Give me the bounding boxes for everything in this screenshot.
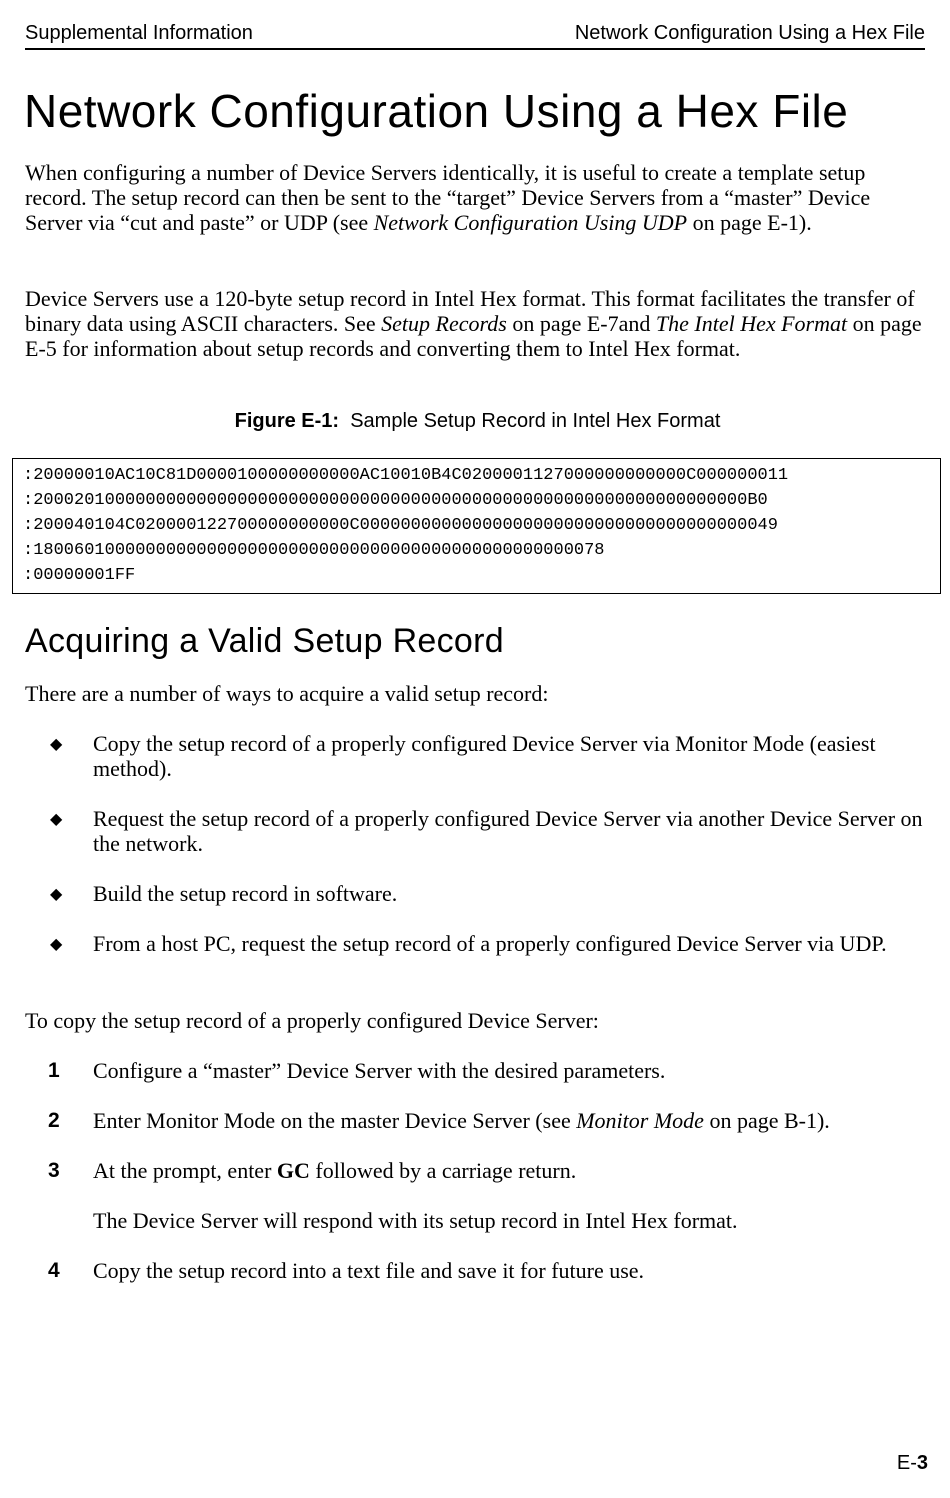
list-item-text: Request the setup record of a properly configured Device Server via another Device Server on the network.: [93, 806, 923, 856]
step-text-end: followed by a carriage return.: [309, 1158, 577, 1183]
para2-text: Device Servers use a 120-byte setup record in Intel Hex format. This format facilitates the transfer of binary data using ASCII characters. See: [25, 286, 915, 336]
step-text: Enter Monitor Mode on the master Device Server (see: [93, 1108, 577, 1133]
cross-reference-link[interactable]: The Intel Hex Format: [655, 311, 848, 336]
step-number: 3: [48, 1159, 60, 1182]
procedure-intro: To copy the setup record of a properly configured Device Server:: [25, 1008, 599, 1033]
list-item-text: From a host PC, request the setup record of a properly configured Device Server via UDP.: [93, 931, 887, 956]
list-item: [0, 931, 950, 956]
page-number-prefix: E-: [896, 1452, 917, 1474]
hex-record-box: [12, 458, 941, 594]
header-section-name: Supplemental Information: [25, 22, 253, 44]
diamond-bullet-icon: ◆: [50, 884, 63, 903]
list-item: [0, 881, 950, 906]
list-item-text: Copy the setup record of a properly configured Device Server via Monitor Mode (easiest method).: [93, 731, 876, 781]
intro-paragraph: [25, 160, 930, 235]
hex-line: :200040104C020000122700000000000C00000000000000000000000000000000000000049: [23, 516, 778, 535]
procedure-steps: [0, 1058, 950, 1308]
para1-text-end: on page E-1).: [687, 210, 812, 235]
step-item: [0, 1258, 950, 1283]
section-intro: There are a number of ways to acquire a valid setup record:: [25, 681, 549, 706]
step-item: [0, 1058, 950, 1083]
section-heading: Acquiring a Valid Setup Record: [25, 622, 504, 660]
para2-text-mid: on page E-7and: [506, 311, 656, 336]
step-item: [0, 1158, 950, 1233]
step-number: 2: [48, 1109, 60, 1132]
step-item: [0, 1108, 950, 1133]
diamond-bullet-icon: ◆: [50, 934, 63, 953]
page-title: Network Configuration Using a Hex File: [24, 85, 849, 137]
hex-line: :20000010AC10C81D0000100000000000AC10010B4C0200001127000000000000C000000011: [23, 466, 789, 485]
step-number: 1: [48, 1059, 60, 1082]
format-paragraph: [25, 286, 930, 361]
command-text: GC: [276, 1158, 310, 1183]
methods-list: [0, 731, 950, 981]
diamond-bullet-icon: ◆: [50, 734, 63, 753]
list-item-text: Build the setup record in software.: [93, 881, 398, 906]
diamond-bullet-icon: ◆: [50, 809, 63, 828]
hex-line: :18006010000000000000000000000000000000000000000000000078: [23, 541, 605, 560]
list-item: [0, 806, 950, 856]
cross-reference-link[interactable]: Monitor Mode: [576, 1108, 704, 1133]
figure-label: Figure E-1:: [234, 410, 340, 432]
step-note: The Device Server will respond with its setup record in Intel Hex format.: [93, 1208, 738, 1233]
running-header: [25, 22, 925, 50]
header-chapter-title: Network Configuration Using a Hex File: [574, 22, 925, 44]
step-text-end: on page B-1).: [703, 1108, 830, 1133]
step-number: 4: [48, 1259, 60, 1282]
list-item: [0, 731, 950, 781]
figure-caption-text: Sample Setup Record in Intel Hex Format: [350, 410, 721, 432]
cross-reference-link[interactable]: Network Configuration Using UDP: [373, 210, 688, 235]
figure-caption: [0, 410, 950, 433]
page-number: [897, 1452, 928, 1475]
step-text: At the prompt, enter: [93, 1158, 277, 1183]
page-number-value: 3: [916, 1452, 928, 1474]
step-text: Copy the setup record into a text file and save it for future use.: [93, 1258, 645, 1283]
hex-line: :2000201000000000000000000000000000000000000000000000000000000000000000B0: [23, 491, 768, 510]
step-text: Configure a “master” Device Server with the desired parameters.: [93, 1058, 666, 1083]
cross-reference-link[interactable]: Setup Records: [381, 311, 507, 336]
hex-line: :00000001FF: [23, 566, 136, 585]
para1-text: When configuring a number of Device Servers identically, it is useful to create a template setup record. The setup record can then be sent to the “target” Device Servers from a “master” Device Server via “cut and paste” or UDP (see: [25, 160, 871, 235]
para2-text-end: on page E-5 for information about setup records and converting them to Intel Hex format.: [25, 311, 922, 361]
